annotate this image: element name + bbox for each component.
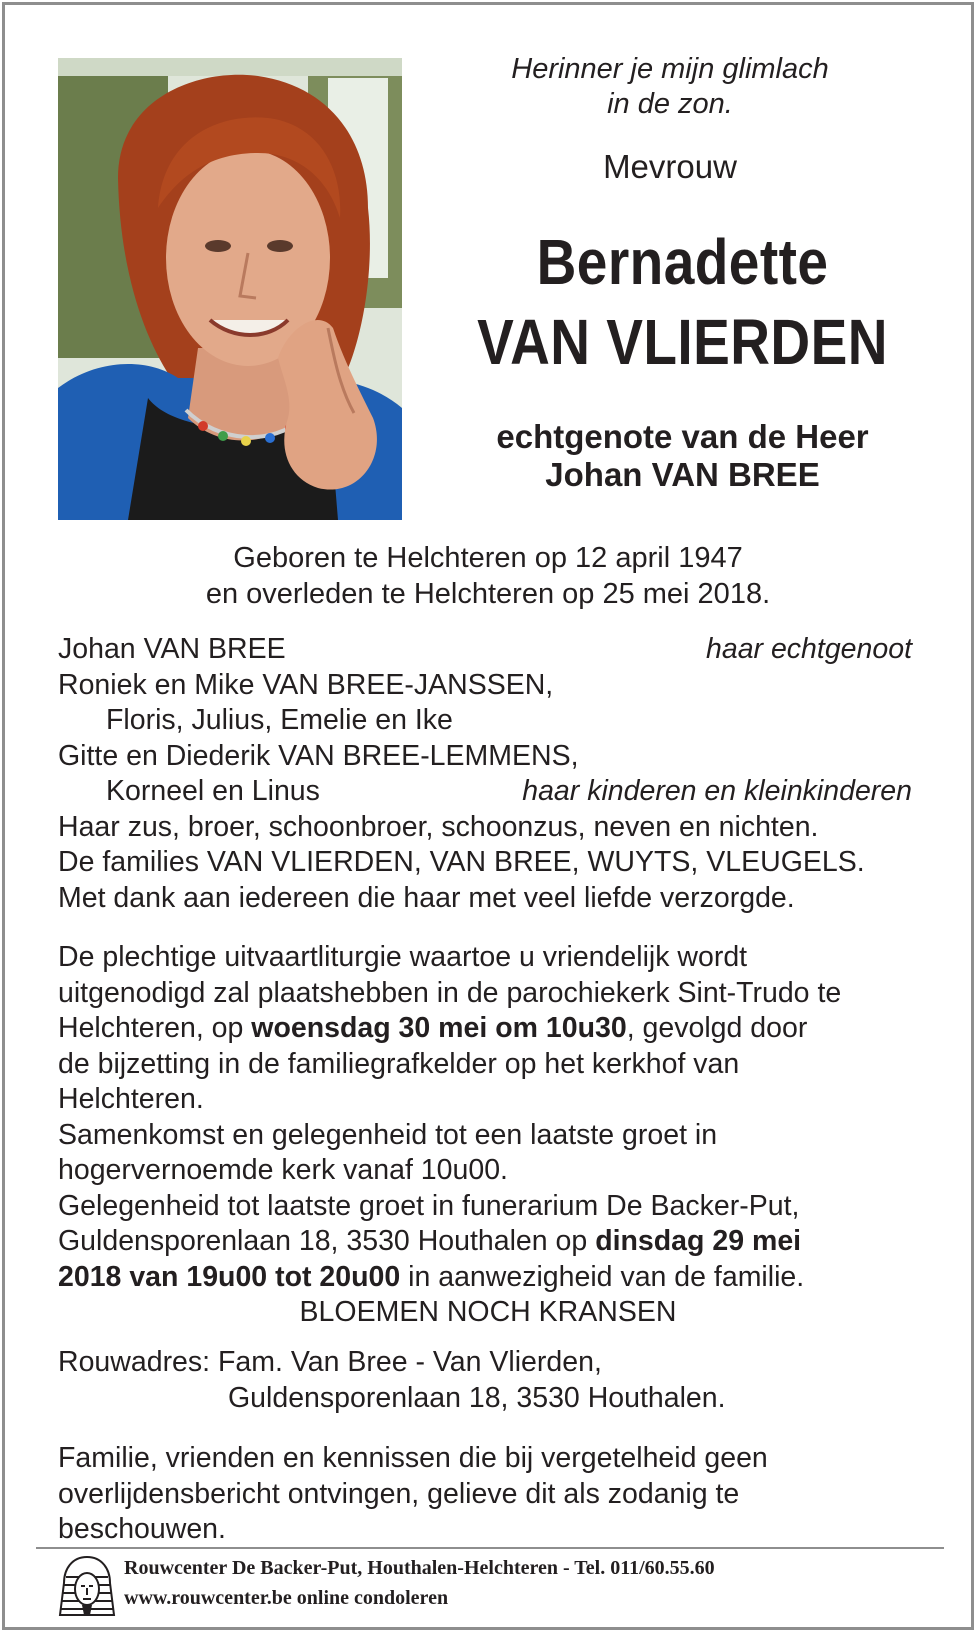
ceremony-line: De plechtige uitvaartliturgie waartoe u vriendelijk wordt: [58, 941, 748, 973]
husband-name: Johan VAN BREE: [58, 633, 286, 665]
ceremony-details: [58, 940, 918, 1331]
child-1: Roniek en Mike VAN BREE-JANSSEN,: [58, 668, 554, 701]
ceremony-line: Gelegenheid tot laatste groet in funerarium De Backer-Put,: [58, 1189, 800, 1222]
notice-line: beschouwen.: [58, 1513, 226, 1545]
grandchildren-2: Korneel en Linus: [106, 775, 320, 807]
pharaoh-head-logo: [58, 1555, 116, 1617]
notice-line: overlijdensbericht ontvingen, gelieve dit als zodanig te: [58, 1477, 740, 1510]
address-line-2: Guldensporenlaan 18, 3530 Houthalen.: [228, 1381, 726, 1414]
child-2: Gitte en Diederik VAN BREE-LEMMENS,: [58, 739, 579, 772]
children-role: haar kinderen en kleinkinderen: [522, 775, 912, 807]
family-row: [58, 845, 918, 881]
ceremony-line: uitgenodigd zal plaatshebben in de parochiekerk Sint-Trudo te: [58, 976, 842, 1009]
notice-line: Familie, vrienden en kennissen die bij vergetelheid geen: [58, 1442, 768, 1474]
spouse-info: [420, 418, 945, 494]
ceremony-line: Helchteren, op woensdag 30 mei om 10u30, gevolgd door: [58, 1012, 808, 1044]
ceremony-line: Samenkomst en gelegenheid tot een laatste groet in: [58, 1118, 718, 1151]
portrait-illustration: [58, 58, 402, 520]
life-dates: [58, 540, 918, 612]
death-line: en overleden te Helchteren op 25 mei 2018.: [205, 578, 771, 610]
footer-line-1: Rouwcenter De Backer-Put, Houthalen-Helchteren - Tel. 011/60.55.60: [124, 1557, 715, 1579]
birth-line: Geboren te Helchteren op 12 april 1947: [233, 542, 743, 574]
grandchildren-1: Floris, Julius, Emelie en Ike: [106, 704, 453, 736]
ceremony-line: hogervernoemde kerk vanaf 10u00.: [58, 1154, 508, 1186]
deceased-name: [457, 222, 909, 382]
footer-divider: [36, 1547, 944, 1549]
ceremony-line: Guldensporenlaan 18, 3530 Houthalen op dinsdag 29 mei: [58, 1225, 802, 1257]
spouse-line-2: Johan VAN BREE: [545, 456, 820, 493]
visitation-time: 2018 van 19u00 tot 20u00: [58, 1260, 401, 1293]
family-row: [58, 810, 918, 846]
ceremony-line: 2018 van 19u00 tot 20u00 in aanwezigheid van de familie.: [58, 1260, 805, 1293]
family-list: [58, 632, 918, 916]
last-name: VAN VLIERDEN: [477, 306, 888, 378]
family-row: [58, 668, 918, 704]
motto: [470, 52, 870, 122]
visitation-date: dinsdag 29 mei: [595, 1225, 802, 1257]
footer: [58, 1553, 918, 1623]
ceremony-date: woensdag 30 mei om 10u30: [251, 1012, 627, 1044]
honorific: Mevrouw: [603, 148, 737, 185]
ceremony-line: de bijzetting in de familiegrafkelder op het kerkhof van: [58, 1047, 740, 1080]
family-row: [58, 881, 918, 917]
motto-line-1: Herinner je mijn glimlach: [511, 53, 829, 85]
notice: [58, 1441, 918, 1548]
siblings: Haar zus, broer, schoonbroer, schoonzus, neven en nichten.: [58, 810, 819, 843]
mourning-address: [58, 1345, 918, 1416]
family-row: [58, 739, 918, 775]
family-row-grandchildren: [58, 774, 918, 810]
address-line-1: Rouwadres: Fam. Van Bree - Van Vlierden,: [58, 1346, 602, 1378]
husband-role: haar echtgenoot: [706, 633, 912, 665]
ceremony-line: Helchteren.: [58, 1083, 204, 1115]
first-name: Bernadette: [536, 226, 829, 298]
portrait-photo: [58, 58, 402, 520]
family-row: [58, 703, 918, 739]
family-row-husband: [58, 632, 918, 668]
flowers-note: BLOEMEN NOCH KRANSEN: [299, 1296, 677, 1328]
footer-line-2: www.rouwcenter.be online condoleren: [124, 1587, 449, 1609]
spouse-line-1: echtgenote van de Heer: [496, 418, 869, 455]
families: De families VAN VLIERDEN, VAN BREE, WUYTS, VLEUGELS.: [58, 846, 865, 878]
thanks: Met dank aan iedereen die haar met veel liefde verzorgde.: [58, 881, 795, 914]
motto-line-2: in de zon.: [607, 88, 733, 120]
